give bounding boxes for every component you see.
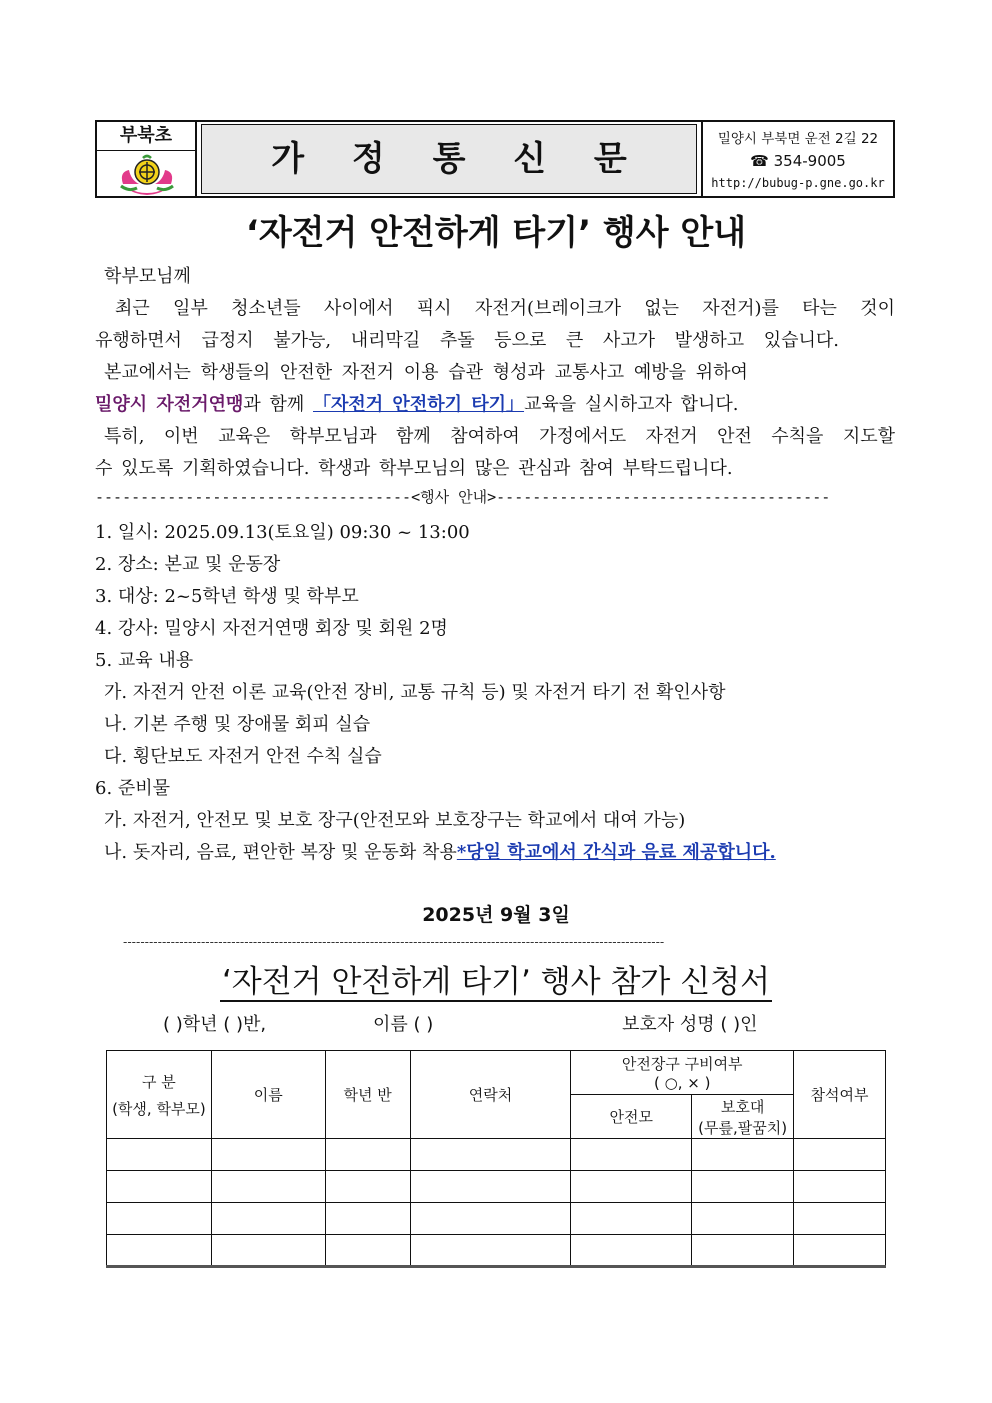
info-item: 2. 장소: 본교 및 운동장: [95, 554, 281, 575]
header-attendance: 참석여부: [794, 1051, 886, 1139]
info-item: 1. 일시: 2025.09.13(토요일) 09:30 ~ 13:00: [95, 522, 470, 543]
table-cell[interactable]: [325, 1203, 410, 1235]
school-url[interactable]: http://bubug-p.gne.go.kr: [711, 176, 885, 190]
registration-table: [106, 1050, 886, 1268]
table-cell[interactable]: [692, 1203, 794, 1235]
header-gear-sub: ( ○, × ): [653, 1074, 711, 1092]
table-cell[interactable]: [794, 1171, 886, 1203]
form-title: [0, 956, 992, 1001]
table-cell[interactable]: [571, 1203, 692, 1235]
header-gear: [571, 1051, 794, 1095]
table-cell[interactable]: [794, 1139, 886, 1171]
table-row: [107, 1171, 886, 1203]
letterhead: [95, 120, 895, 198]
text-span: 교육을 실시하고자 합니다.: [524, 394, 739, 415]
school-phone: ☎ 354-9005: [750, 152, 846, 170]
header-gear-label: 안전장구 구비여부: [621, 1055, 743, 1073]
school-name: 부북초: [97, 122, 195, 151]
contact-block: [701, 122, 893, 196]
table-cell[interactable]: [211, 1203, 325, 1235]
table-cell[interactable]: [692, 1171, 794, 1203]
form-title-text: ‘자전거 안전하게 타기’ 행사 참가 신청서: [221, 964, 771, 1000]
header-pads-label: 보호대: [720, 1097, 765, 1116]
header-class: 학년 반: [325, 1051, 410, 1139]
table-cell[interactable]: [571, 1171, 692, 1203]
table-cell[interactable]: [325, 1235, 410, 1267]
info-item: 5. 교육 내용: [95, 650, 194, 671]
table-row: [107, 1203, 886, 1235]
school-emblem-icon: [117, 154, 177, 196]
table-cell[interactable]: [107, 1203, 212, 1235]
title-panel: [201, 124, 697, 194]
header-helmet: 안전모: [571, 1095, 692, 1139]
info-item: 3. 대상: 2~5학년 학생 및 학부모: [95, 586, 359, 607]
table-cell[interactable]: [211, 1171, 325, 1203]
header-contact: 연락처: [410, 1051, 571, 1139]
table-row: [107, 1139, 886, 1171]
guardian-name-field[interactable]: 보호자 성명 ( )인: [622, 1014, 758, 1035]
table-cell[interactable]: [410, 1203, 571, 1235]
paragraph-line: 수 있도록 기획하였습니다. 학생과 학부모님의 많은 관심과 참여 부탁드립니다.: [95, 458, 733, 479]
table-cell[interactable]: [211, 1139, 325, 1171]
section-divider: -----------------------------------<행사 안내>-------------------------------------: [95, 488, 831, 506]
paragraph-line: 최근 일부 청소년들 사이에서 픽시 자전거(브레이크가 없는 자전거)를 타는 것이: [115, 298, 895, 319]
header-category-label: 구 분: [142, 1072, 176, 1091]
table-cell[interactable]: [107, 1171, 212, 1203]
table-cell[interactable]: [571, 1139, 692, 1171]
header-pads-sub: (무릎,팔꿈치): [698, 1118, 788, 1137]
table-cell[interactable]: [410, 1139, 571, 1171]
table-cell[interactable]: [211, 1235, 325, 1267]
issue-date: 2025년 9월 3일: [422, 904, 570, 926]
info-subitem: 가. 자전거 안전 이론 교육(안전 장비, 교통 규칙 등) 및 자전거 타기 전 확인사항: [104, 682, 726, 703]
page-title: ‘자전거 안전하게 타기’ 행사 안내: [245, 213, 747, 253]
paragraph-line: 유행하면서 급정지 불가능, 내리막길 추돌 등으로 큰 사고가 발생하고 있습니다.: [95, 330, 839, 351]
text-span: 과 함께: [243, 394, 305, 415]
paragraph-line: 특히, 이번 교육은 학부모님과 함께 참여하여 가정에서도 자전거 안전 수칙을 지도할: [104, 426, 895, 447]
info-subitem: 다. 횡단보도 자전거 안전 수칙 실습: [104, 746, 382, 767]
table-cell[interactable]: [571, 1235, 692, 1267]
student-name-field[interactable]: 이름 ( ): [373, 1014, 434, 1035]
info-subitem: 나. 기본 주행 및 장애물 회피 실습: [104, 714, 371, 735]
text-span: 나. 돗자리, 음료, 편안한 복장 및 운동화 착용: [104, 842, 457, 863]
grade-class-field[interactable]: ( )학년 ( )반,: [163, 1014, 267, 1035]
program-name: 「자전거 안전하기 타기」: [313, 394, 525, 415]
school-address: 밀양시 부북면 운전 2길 22: [717, 131, 879, 147]
header-name: 이름: [211, 1051, 325, 1139]
table-cell[interactable]: [410, 1171, 571, 1203]
info-subitem: [104, 838, 909, 864]
table-cell[interactable]: [692, 1139, 794, 1171]
header-pads: [692, 1095, 794, 1139]
info-item: 4. 강사: 밀양시 자전거연맹 회장 및 회원 2명: [95, 618, 448, 639]
newsletter-title: 가 정 통 신 문: [271, 139, 645, 179]
school-block: [97, 122, 197, 196]
paragraph-line: [95, 390, 900, 416]
table-cell[interactable]: [794, 1235, 886, 1267]
greeting: 학부모님께: [104, 266, 191, 287]
cut-line: -----------------------------------------------------------------------------------------------------------------------------: [123, 935, 665, 949]
organization-name: 밀양시 자전거연맹: [95, 394, 244, 415]
table-cell[interactable]: [692, 1235, 794, 1267]
table-cell[interactable]: [107, 1139, 212, 1171]
table-cell[interactable]: [794, 1203, 886, 1235]
table-cell[interactable]: [325, 1139, 410, 1171]
header-category: [107, 1051, 212, 1139]
info-item: 6. 준비물: [95, 778, 171, 799]
info-subitem: 가. 자전거, 안전모 및 보호 장구(안전모와 보호장구는 학교에서 대여 가능): [104, 810, 686, 831]
table-row: [107, 1235, 886, 1267]
snack-notice: *당일 학교에서 간식과 음료 제공합니다.: [456, 842, 776, 863]
table-cell[interactable]: [325, 1171, 410, 1203]
header-category-sub: (학생, 학부모): [112, 1099, 206, 1118]
table-cell[interactable]: [107, 1235, 212, 1267]
paragraph-line: 본교에서는 학생들의 안전한 자전거 이용 습관 형성과 교통사고 예방을 위하여: [104, 362, 748, 383]
table-cell[interactable]: [410, 1235, 571, 1267]
